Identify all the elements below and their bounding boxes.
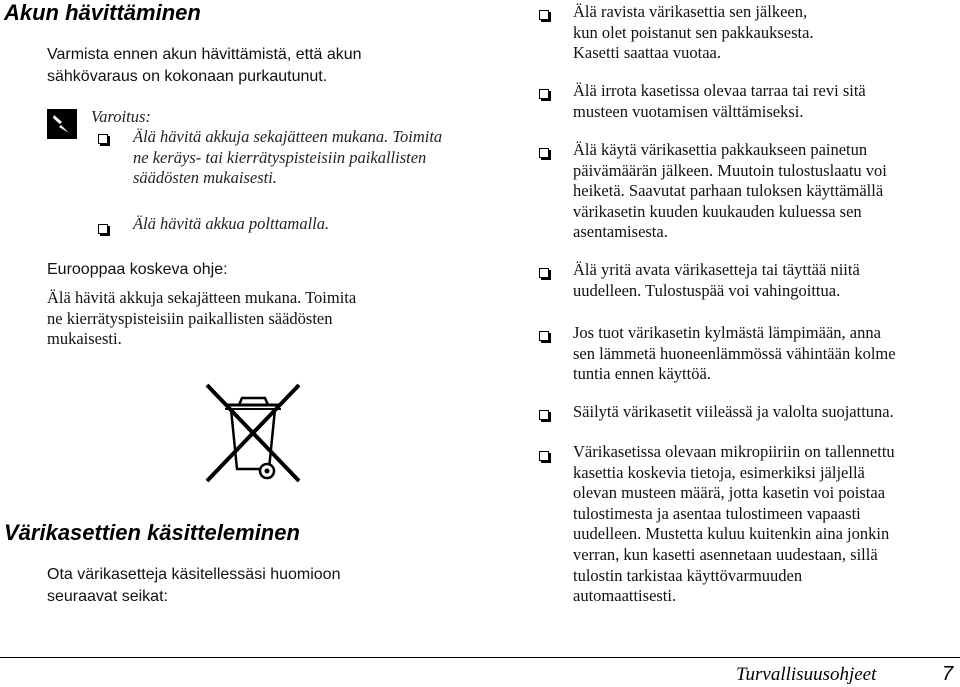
text-line: värikasetin kuuden kuukauden kuluessa sen (573, 201, 862, 221)
warning-item (133, 127, 442, 189)
page-number: 7 (942, 663, 954, 685)
checkbox-bullet-icon (98, 134, 108, 144)
heading-cartridge-handling: Värikasettien käsitteleminen (4, 520, 300, 545)
text-line: päivämäärän jälkeen. Muutoin tulostuslaatu voi (573, 160, 887, 180)
checkbox-bullet-icon (539, 89, 549, 99)
text-line: Älä hävitä akkuja sekajätteen mukana. Toimita (47, 288, 357, 307)
checkbox-bullet-icon (539, 268, 549, 278)
lightning-warning-icon (47, 109, 77, 139)
text-line: Älä yritä avata värikasetteja tai täyttää niitä (573, 260, 860, 279)
text-line: tuntia ennen käyttöä. (573, 364, 711, 384)
checkbox-bullet-icon (98, 224, 108, 234)
text-line: sen lämmetä huoneenlämmössä vähintään kolme (573, 343, 896, 363)
checkbox-bullet-icon (539, 451, 549, 461)
text-line: Säilytä värikasetit viileässä ja valolta suojattuna. (573, 402, 894, 421)
warning-label: Varoitus: (91, 107, 151, 126)
warning-item (133, 214, 329, 235)
text-line: Älä käytä värikasettia pakkaukseen painetun (573, 140, 868, 159)
footer-rule (0, 657, 960, 658)
checkbox-bullet-icon (539, 331, 549, 341)
text-line: uudelleen. Mustetta kuluu kuitenkin aina jonkin (573, 524, 890, 544)
text-line: Älä irrota kasetissa olevaa tarraa tai revi sitä (573, 81, 866, 100)
text-line: mukaisesti. (47, 329, 122, 349)
text-line: kasettia koskevia tietoja, esimerkiksi jäljellä (573, 462, 865, 482)
text-line: tulostimesta ja asentaa tulostimeen vapaasti (573, 503, 861, 523)
text-line: ne keräys- tai kierrätyspisteisiin paikallisten (133, 147, 427, 167)
text-line: asentamisesta. (573, 222, 668, 242)
eu-guidance-text (47, 288, 356, 350)
checkbox-bullet-icon (539, 148, 549, 158)
handling-intro (47, 564, 340, 608)
checkbox-bullet-icon (539, 410, 549, 420)
text-line: Älä hävitä akkuja sekajätteen mukana. Toimita (133, 127, 443, 146)
text-line: kun olet poistanut sen pakkauksesta. (573, 22, 814, 42)
text-line: seuraavat seikat: (47, 588, 168, 605)
battery-intro (47, 44, 362, 88)
text-line: musteen vuotamisen välttämiseksi. (573, 101, 804, 121)
list-item (573, 260, 860, 301)
text-line: Varmista ennen akun hävittämistä, että akun (47, 46, 362, 63)
text-line: ne kierrätyspisteisiin paikallisten säädösten (47, 308, 333, 328)
list-item (573, 81, 866, 122)
text-line: tulostin tarkistaa käyttövarmuuden (573, 565, 803, 585)
crossed-out-bin-icon (203, 383, 303, 483)
list-item (573, 442, 895, 607)
list-item (573, 323, 896, 385)
list-item (573, 140, 887, 243)
text-line: Värikasetissa olevaan mikropiiriin on tallennettu (573, 442, 895, 461)
text-line: uudelleen. Tulostuspää voi vahingoittua. (573, 280, 841, 300)
text-line: Kasetti saattaa vuotaa. (573, 43, 721, 63)
eu-guidance-title: Eurooppaa koskeva ohje: (47, 261, 228, 278)
text-line: Älä ravista värikasettia sen jälkeen, (573, 2, 808, 21)
text-line: sähkövaraus on kokonaan purkautunut. (47, 68, 328, 85)
checkbox-bullet-icon (539, 10, 549, 20)
text-line: Ota värikasetteja käsitellessäsi huomioon (47, 566, 341, 583)
heading-battery-disposal: Akun hävittäminen (4, 0, 201, 25)
text-line: säädösten mukaisesti. (133, 168, 277, 188)
text-line: Älä hävitä akkua polttamalla. (133, 214, 330, 233)
text-line: Jos tuot värikasetin kylmästä lämpimään, anna (573, 323, 881, 342)
text-line: heiketä. Saavutat parhaan tuloksen käyttämällä (573, 181, 884, 201)
text-line: automaattisesti. (573, 586, 677, 606)
text-line: verran, kun kasetti asennetaan uudestaan, sillä (573, 544, 878, 564)
list-item (573, 402, 894, 423)
list-item (573, 2, 814, 64)
footer-section-title: Turvallisuusohjeet (736, 664, 877, 685)
text-line: olevan musteen määrä, jotta kasetin voi poistaa (573, 483, 886, 503)
